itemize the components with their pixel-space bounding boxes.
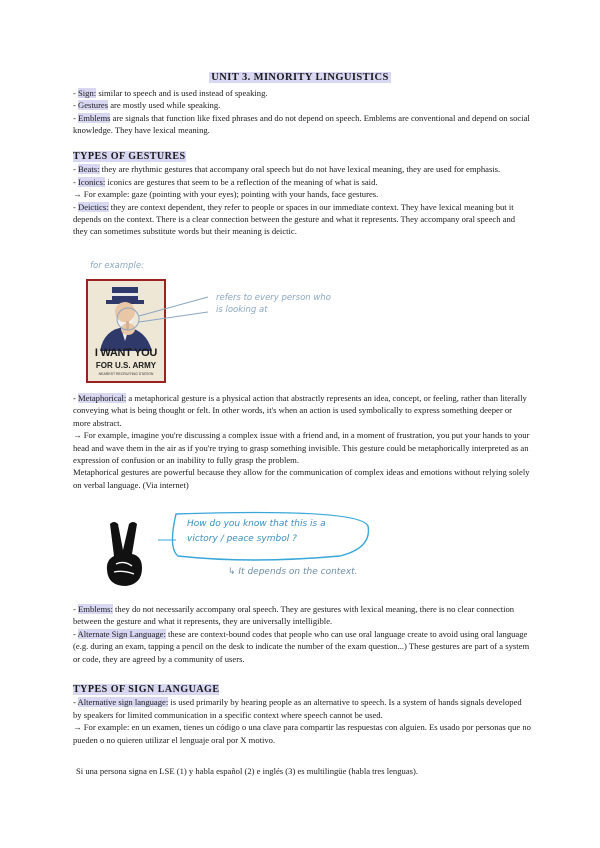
iconics-definition: - Iconics: iconics are gestures that seem to be a reflection of the meaning of what is said. <box>73 176 378 187</box>
emblems2-label: Emblems: <box>78 604 113 614</box>
victory-hand-icon <box>96 518 154 590</box>
iconics-example: → For example: gaze (pointing with your eyes); pointing with your hands, face gestures. <box>73 189 379 200</box>
emblems-definition: - Emblems are signals that function like fixed phrases and do not depend on speech. Emblems are conventional and depend on social knowledge. They have lexical meaning. <box>73 112 530 136</box>
emblems-text: are signals that function like fixed phrases and do not depend on speech. Emblems are conventional and depend on social knowledge. They have lexical meaning. <box>73 112 530 136</box>
iconics-label: Iconics: <box>78 176 106 187</box>
section-heading-sign-language <box>73 684 531 696</box>
alternative-example: → For example: en un examen, tienes un código o una clave para compartir las respuestas con alguien. Es usado por personas que no pueden o no quieren utilizar el lenguaje oral por X motivo. <box>73 722 531 745</box>
sign-text: similar to speech and is used instead of speaking. <box>96 88 268 98</box>
deictics-text: they are context dependent, they refer to people or spaces in our immediate context. They have lexical meaning but it depends on the context. There is a clear connection between the gesture and what it represents. They accompany oral speech and they can sometimes substitute words but their meaning is deictic. <box>73 201 516 237</box>
sign-label: Sign: <box>78 88 97 98</box>
alternate-text: these are context-bound codes that people who can use oral language create to avoid using oral language (e.g. during an exam, tapping a pencil on the desk to indicate the number of the exam question...) These gestures are part of a system or code, they are agreed by a community of users. <box>73 628 530 664</box>
gestures-definition: - Gestures are mostly used while speaking. <box>73 100 221 111</box>
metaphorical-example: → For example, imagine you're discussing a complex issue with a friend and, in a moment of frustration, you put your hands to your head and wave them in the air as if you're trying to grasp something invisible. This gesture could be metaphorically interpreted as an expression of confusion or an inability to fully grasp the problem. <box>73 430 530 466</box>
heading-text: TYPES OF GESTURES <box>73 151 186 162</box>
emblems-definition-2: - Emblems: they do not necessarily accompany oral speech. They are gestures with lexical meaning, there is no clear connection between the gesture and what it represents, they are universally intelligible. <box>73 604 515 627</box>
metaphorical-text: a metaphorical gesture is a physical action that abstractly represents an idea, concept, or feeling, rather than literally conveying what is being thought or felt. In other words, it's when an action is used symbolically to express something deeper or more abstract. <box>73 393 527 428</box>
beats-text: they are rhythmic gestures that accompany oral speech but do not have lexical meaning, they are used for emphasis. <box>99 164 501 175</box>
alternate-sign-language-definition: - Alternate Sign Language: these are context-bound codes that people who can use oral language create to avoid using oral language (e.g. during an exam, tapping a pencil on the desk to indicate the number of the exam question...) These gestures are part of a system or code, they are agreed by a community of users. <box>73 628 530 664</box>
handwritten-for-example: for example: <box>90 261 144 271</box>
alternative-text: is used primarily by hearing people as an alternative to speech. Is a system of hands signals developed by speakers for limited communication in a specific context where speech cannot be used. <box>73 697 522 720</box>
gestures-label: Gestures <box>78 100 109 111</box>
poster-i-want-you: I WANT YOU <box>94 347 158 359</box>
title-text: UNIT 3. MINORITY LINGUISTICS <box>211 72 389 83</box>
poster-circle <box>117 308 139 330</box>
metaphorical-definition: - Metaphorical: a metaphorical gesture is a physical action that abstractly represents an idea, concept, or feeling, rather than literally conveying what is being thought or felt. In other words, it's when an action is used symbolically to express something deeper or more abstract. <box>73 393 527 428</box>
heading-text: TYPES OF SIGN LANGUAGE <box>73 684 220 695</box>
deictics-definition: - Deictics: they are context dependent, they refer to people or spaces in our immediate context. They have lexical meaning but it depends on the context. There is a clear connection between the gesture and what it represents. They accompany oral speech and they can sometimes substitute words but their meaning is deictic. <box>73 201 516 237</box>
handwritten-refers-line2: is looking at <box>216 305 268 315</box>
handwritten-question-line1: How do you know that this is a <box>187 519 326 529</box>
iconics-text: iconics are gestures that seem to be a reflection of the meaning of what is said. <box>105 176 378 187</box>
handwritten-question-line2: victory / peace symbol ? <box>187 534 297 544</box>
poster-text-army: FOR U.S. ARMY <box>95 361 157 370</box>
emblems-alternate-section <box>73 603 531 665</box>
poster-text-recruiting: NEAREST RECRUITING STATION <box>98 372 154 376</box>
types-of-sign-language <box>73 684 531 746</box>
metaphorical-section <box>73 392 531 491</box>
alternative-sign-language-definition: - Alternative sign language: is used primarily by hearing people as an alternative to speech. Is a system of hands signals developed by speakers for limited communication in a specific context where speech cannot be used. <box>73 697 522 720</box>
handwritten-answer: ↳ It depends on the context. <box>228 567 358 577</box>
multilingual-note: Si una persona signa en LSE (1) y habla español (2) e inglés (3) es multilingüe (habla tres lenguas). <box>76 766 418 776</box>
beats-label: Beats: <box>78 164 100 175</box>
gestures-text: are mostly used while speaking. <box>108 100 221 111</box>
handwritten-refers-line1: refers to every person who <box>216 293 331 303</box>
beats-definition: - Beats: they are rhythmic gestures that accompany oral speech but do not have lexical meaning, they are used for emphasis. <box>73 164 501 175</box>
emblems-label: Emblems <box>78 112 111 123</box>
deictics-label: Deictics: <box>78 201 109 212</box>
metaphorical-label: Metaphorical: <box>78 393 127 403</box>
sign-definition: - Sign: similar to speech and is used instead of speaking. <box>73 88 268 98</box>
alternative-label: Alternative sign language: <box>77 697 169 708</box>
alternate-label: Alternate Sign Language: <box>77 628 166 639</box>
metaphorical-power: Metaphorical gestures are powerful because they allow for the communication of complex ideas and emotions without relying solely on verbal language. (Via internet) <box>73 467 530 490</box>
emblems2-text: they do not necessarily accompany oral speech. They are gestures with lexical meaning, there is no clear connection between the gesture and what it represents, they are universally intelligible. <box>73 604 515 627</box>
